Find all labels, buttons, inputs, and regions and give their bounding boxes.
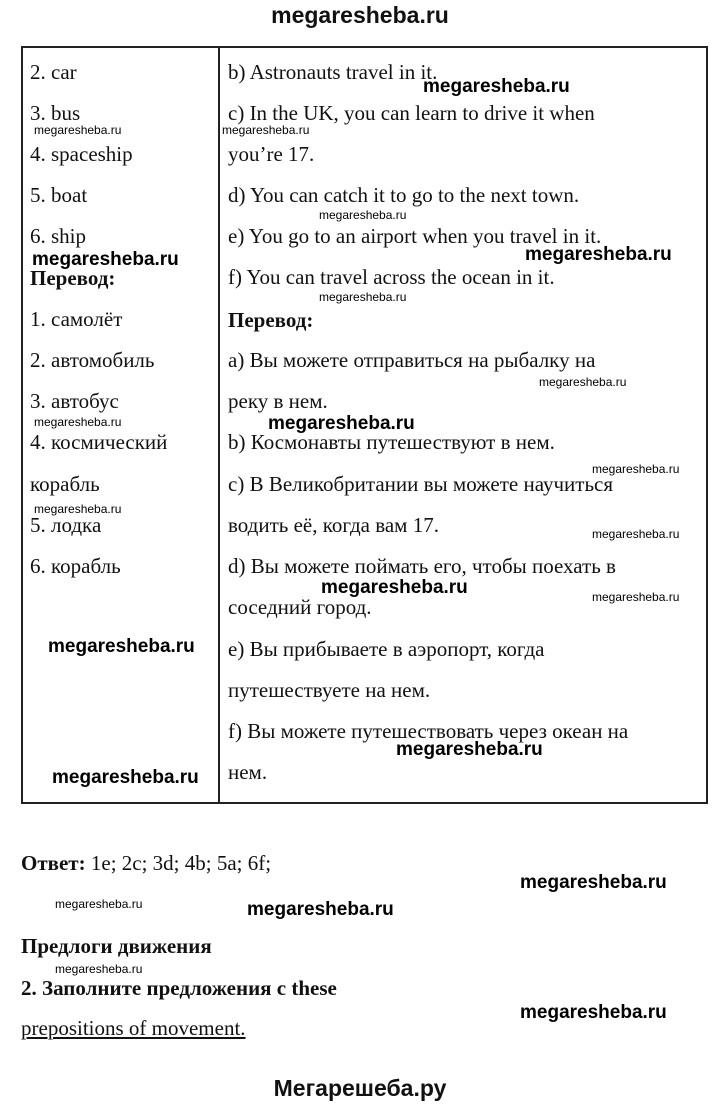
watermark: megaresheba.ru — [34, 123, 122, 137]
right-item: b) Космонавты путешествуют в нем. — [228, 430, 555, 454]
site-footer: Мегарешеба.ру — [273, 1075, 447, 1101]
watermark: megaresheba.ru — [539, 375, 627, 389]
right-item: нем. — [228, 760, 268, 784]
answer-line — [21, 851, 271, 875]
watermark: megaresheba.ru — [319, 290, 407, 304]
left-item: 2. автомобиль — [30, 348, 155, 372]
left-item: 6. корабль — [30, 554, 121, 578]
watermark: megaresheba.ru — [592, 590, 680, 604]
watermark: megaresheba.ru — [396, 739, 543, 760]
right-item: c) In the UK, you can learn to drive it when — [228, 101, 595, 125]
watermark: megaresheba.ru — [55, 897, 143, 911]
task-heading-line2: prepositions of movement. — [21, 1016, 246, 1040]
right-item: b) Astronauts travel in it. — [228, 60, 438, 84]
left-item: 3. bus — [30, 101, 81, 125]
left-item: корабль — [30, 472, 100, 496]
watermark: megaresheba.ru — [592, 462, 680, 476]
right-item: e) Вы прибываете в аэропорт, когда — [228, 637, 545, 661]
watermark: megaresheba.ru — [520, 1002, 667, 1023]
watermark: megaresheba.ru — [55, 962, 143, 976]
watermark: megaresheba.ru — [423, 76, 570, 97]
watermark: megaresheba.ru — [520, 872, 667, 893]
right-item: f) Вы можете путешествовать через океан на — [228, 719, 629, 743]
watermark: megaresheba.ru — [32, 249, 179, 270]
left-item: 5. boat — [30, 183, 88, 207]
right-item: e) You go to an airport when you travel in it. — [228, 224, 602, 248]
watermark: megaresheba.ru — [52, 767, 199, 788]
right-item: реку в нем. — [228, 389, 328, 413]
left-item: 4. spaceship — [30, 142, 133, 166]
right-item: c) В Великобритании вы можете научиться — [228, 472, 614, 496]
right-translation-label: Перевод: — [228, 308, 314, 332]
watermark: megaresheba.ru — [592, 527, 680, 541]
left-item: 6. ship — [30, 224, 87, 248]
right-item: путешествуете на нем. — [228, 678, 431, 702]
left-item: 5. лодка — [30, 513, 102, 537]
left-item: 3. автобус — [30, 389, 119, 413]
watermark: megaresheba.ru — [319, 208, 407, 222]
watermark: megaresheba.ru — [222, 123, 310, 137]
watermark: megaresheba.ru — [321, 577, 468, 598]
right-item: соседний город. — [228, 595, 372, 619]
left-item: 4. космический — [30, 430, 168, 454]
answer-label: Ответ: — [21, 851, 86, 875]
watermark: megaresheba.ru — [34, 415, 122, 429]
watermark: megaresheba.ru — [247, 899, 394, 920]
left-item: 1. самолёт — [30, 307, 123, 331]
left-translation-label: Перевод: — [30, 266, 116, 290]
watermark: megaresheba.ru — [268, 413, 415, 434]
section-title: Предлоги движения — [21, 934, 212, 958]
right-item: you’re 17. — [228, 142, 315, 166]
right-item: водить её, когда вам 17. — [228, 513, 439, 537]
answer-value: 1e; 2c; 3d; 4b; 5a; 6f; — [85, 851, 272, 875]
watermark: megaresheba.ru — [34, 502, 122, 516]
task-heading: 2. Заполните предложения с these — [21, 976, 337, 1000]
column-divider — [218, 46, 220, 804]
watermark: megaresheba.ru — [48, 636, 195, 657]
watermark: megaresheba.ru — [525, 244, 672, 265]
right-item: d) Вы можете поймать его, чтобы поехать в — [228, 554, 616, 578]
left-item: 2. car — [30, 60, 77, 84]
site-header: megaresheba.ru — [271, 2, 449, 28]
right-item: d) You can catch it to go to the next town. — [228, 183, 580, 207]
right-item: f) You can travel across the ocean in it. — [228, 265, 555, 289]
right-item: a) Вы можете отправиться на рыбалку на — [228, 348, 596, 372]
